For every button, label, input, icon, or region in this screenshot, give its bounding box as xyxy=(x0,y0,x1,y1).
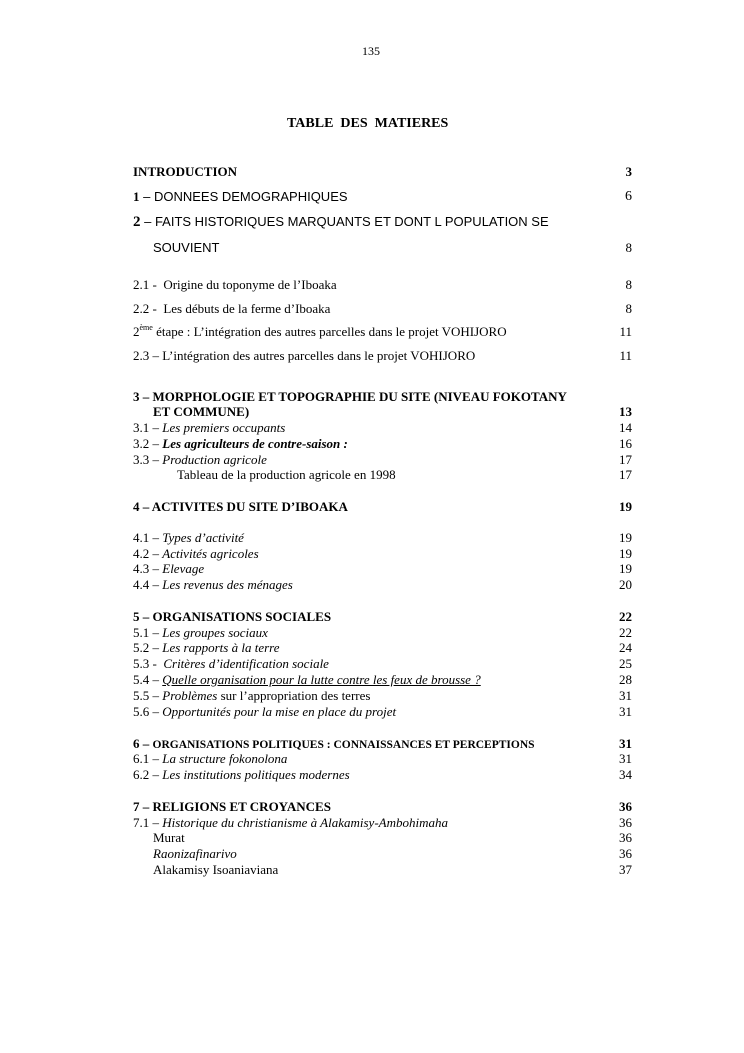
toc-number: 5.2 – xyxy=(133,640,163,655)
toc-page-number: 19 xyxy=(619,561,632,576)
toc-page-number: 6 xyxy=(625,189,632,204)
toc-page-number: 36 xyxy=(619,799,632,814)
toc-page-number: 17 xyxy=(619,467,632,482)
toc-section-7-1-murat: Murat xyxy=(153,830,185,845)
toc-number: 6.1 – xyxy=(133,751,163,766)
toc-section-3-1 xyxy=(133,420,285,435)
toc-number: 2 xyxy=(133,324,140,339)
toc-label: Activités agricoles xyxy=(162,546,259,561)
page-title: TABLE DES MATIERES xyxy=(287,116,449,131)
toc-label: Problèmes xyxy=(162,688,218,703)
toc-section-4-3 xyxy=(133,561,204,576)
toc-section-5-2 xyxy=(133,640,280,655)
toc-page-number: 22 xyxy=(619,625,632,640)
toc-page-number: 31 xyxy=(619,736,632,751)
toc-section-6-2 xyxy=(133,767,350,782)
toc-number: 4.2 – xyxy=(133,546,163,561)
toc-superscript: ème xyxy=(139,323,153,332)
toc-section-5-5 xyxy=(133,688,370,703)
toc-number: 5.5 – xyxy=(133,688,163,703)
toc-label-continued: ET COMMUNE) xyxy=(153,404,250,419)
toc-section-7-1-raonizafinarivo: Raonizafinarivo xyxy=(153,846,237,861)
toc-label: Types d’activité xyxy=(162,530,244,545)
toc-page-number: 8 xyxy=(625,240,632,255)
toc-number: 4.4 – xyxy=(133,577,163,592)
toc-page-number: 36 xyxy=(619,846,632,861)
toc-label: La structure fokonolona xyxy=(162,751,288,766)
toc-section-5: 5 – ORGANISATIONS SOCIALES xyxy=(133,609,332,624)
toc-page-number: 3 xyxy=(625,164,632,179)
toc-page-number: 8 xyxy=(625,301,632,316)
toc-label: Elevage xyxy=(162,561,205,576)
toc-number: 1 xyxy=(133,189,140,204)
toc-label-rest: sur l’appropriation des terres xyxy=(217,688,371,703)
toc-section-4-4 xyxy=(133,577,293,592)
toc-number: 4.3 – xyxy=(133,561,163,576)
toc-number: 6 – xyxy=(133,736,153,751)
toc-section-2-3: 2.3 – L’intégration des autres parcelles dans le projet VOHIJORO xyxy=(133,348,476,363)
toc-label: Quelle organisation pour la lutte contre les feux de brousse ? xyxy=(162,672,481,687)
toc-page-number: 11 xyxy=(619,324,632,339)
toc-label: – FAITS HISTORIQUES MARQUANTS ET DONT L POPULATION SE xyxy=(140,214,549,229)
toc-section-3-2 xyxy=(133,436,348,451)
toc-section-7-1 xyxy=(133,815,448,830)
toc-page-number: 24 xyxy=(619,640,632,655)
toc-label: Les groupes sociaux xyxy=(162,625,268,640)
toc-page-number: 11 xyxy=(619,348,632,363)
toc-label: Les revenus des ménages xyxy=(162,577,293,592)
toc-label: Historique du christianisme à Alakamisy-Ambohimaha xyxy=(162,815,448,830)
toc-page-number: 16 xyxy=(619,436,632,451)
toc-number: 2 xyxy=(133,214,141,230)
toc-page-number: 36 xyxy=(619,815,632,830)
toc-number: 3.2 – xyxy=(133,436,163,451)
toc-label: Les premiers occupants xyxy=(162,420,286,435)
toc-page-number: 20 xyxy=(619,577,632,592)
toc-page-number: 28 xyxy=(619,672,632,687)
toc-section-5-6 xyxy=(133,704,396,719)
toc-introduction: INTRODUCTION xyxy=(133,164,238,179)
toc-section-2-2: 2.2 - Les débuts de la ferme d’Iboaka xyxy=(133,301,331,316)
toc-label: Les rapports à la terre xyxy=(162,640,280,655)
toc-section-4: 4 – ACTIVITES DU SITE D’IBOAKA xyxy=(133,499,348,514)
toc-section-4-1 xyxy=(133,530,244,545)
toc-number: 4.1 – xyxy=(133,530,163,545)
toc-section-3: 3 – MORPHOLOGIE ET TOPOGRAPHIE DU SITE (NIVEAU FOKOTANY xyxy=(133,389,567,404)
toc-page-number: 36 xyxy=(619,830,632,845)
toc-section-1 xyxy=(133,189,348,204)
toc-label: Production agricole xyxy=(162,452,267,467)
toc-section-3-3-table: Tableau de la production agricole en 1998 xyxy=(177,467,396,482)
toc-label: Critères d’identification sociale xyxy=(163,656,329,671)
toc-section-7: 7 – RELIGIONS ET CROYANCES xyxy=(133,799,331,814)
toc-page-number: 25 xyxy=(619,656,632,671)
toc-page-number: 19 xyxy=(619,530,632,545)
toc-number: 5.4 – xyxy=(133,672,163,687)
toc-page-number: 19 xyxy=(619,499,632,514)
toc-page-number: 37 xyxy=(619,862,632,877)
toc-section-6-1 xyxy=(133,751,287,766)
toc-page-number: 19 xyxy=(619,546,632,561)
toc-section-2 xyxy=(133,214,549,230)
toc-label-continued: SOUVIENT xyxy=(153,240,220,255)
toc-number: 5.1 – xyxy=(133,625,163,640)
toc-label: étape : L’intégration des autres parcelles dans le projet VOHIJORO xyxy=(152,324,507,339)
toc-label: Les agriculteurs de contre-saison : xyxy=(162,436,348,451)
toc-label: – DONNEES DEMOGRAPHIQUES xyxy=(139,189,348,204)
toc-number: 3.3 – xyxy=(133,452,163,467)
toc-page-number: 13 xyxy=(619,404,632,419)
toc-section-7-1-alakamisy: Alakamisy Isoaniaviana xyxy=(153,862,279,877)
toc-section-4-2 xyxy=(133,546,259,561)
toc-number: 5.6 – xyxy=(133,704,163,719)
toc-label: ORGANISATIONS POLITIQUES : CONNAISSANCES ET PERCEPTIONS xyxy=(152,739,535,751)
toc-page-number: 17 xyxy=(619,452,632,467)
toc-label: Les institutions politiques modernes xyxy=(162,767,350,782)
toc-page-number: 31 xyxy=(619,688,632,703)
toc-section-3-3 xyxy=(133,452,267,467)
page-number: 135 xyxy=(362,44,380,58)
toc-section-5-4 xyxy=(133,672,481,687)
toc-label: Opportunités pour la mise en place du projet xyxy=(162,704,397,719)
toc-page-number: 31 xyxy=(619,751,632,766)
toc-page-number: 14 xyxy=(619,420,632,435)
toc-page-number: 34 xyxy=(619,767,632,782)
toc-number: 3.1 – xyxy=(133,420,163,435)
toc-number: 7.1 – xyxy=(133,815,163,830)
toc-section-2-etape xyxy=(133,324,507,339)
toc-section-5-3 xyxy=(133,656,329,671)
toc-section-2-1: 2.1 - Origine du toponyme de l’Iboaka xyxy=(133,277,337,292)
toc-section-5-1 xyxy=(133,625,268,640)
toc-number: 5.3 - xyxy=(133,656,164,671)
toc-page-number: 31 xyxy=(619,704,632,719)
toc-page-number: 22 xyxy=(619,609,632,624)
toc-number: 6.2 – xyxy=(133,767,163,782)
toc-page-number: 8 xyxy=(625,277,632,292)
